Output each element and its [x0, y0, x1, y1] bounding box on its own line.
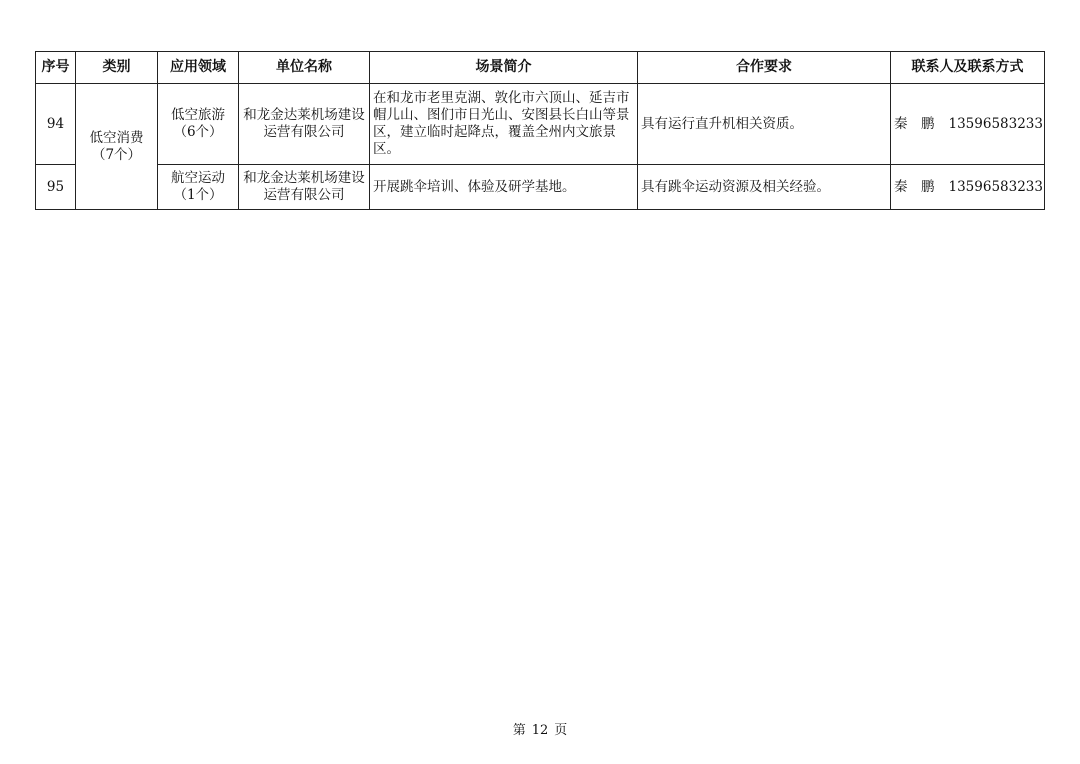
scene-cell: 开展跳伞培训、体验及研学基地。	[370, 165, 638, 210]
contact-phone: 13596583233	[948, 115, 1043, 132]
scene-cell: 在和龙市老里克湖、敦化市六顶山、延吉市帽儿山、图们市日光山、安图县长白山等景区，建立临时起降点，覆盖全州内文旅景区。	[370, 84, 638, 165]
row-index: 94	[36, 84, 76, 165]
field-count: （6个）	[173, 124, 223, 140]
field-cell	[158, 165, 239, 210]
header-field: 应用领域	[158, 52, 239, 84]
footer-prefix: 第	[512, 723, 526, 738]
row-index: 95	[36, 165, 76, 210]
requirement-cell: 具有运行直升机相关资质。	[638, 84, 891, 165]
header-scene: 场景简介	[370, 52, 638, 84]
table-row	[36, 165, 1045, 210]
contact-name: 秦 鹏	[894, 178, 935, 195]
header-index: 序号	[36, 52, 76, 84]
unit-cell: 和龙金达莱机场建设运营有限公司	[239, 84, 370, 165]
footer-suffix: 页	[554, 723, 568, 738]
field-count: （1个）	[173, 187, 223, 203]
header-unit: 单位名称	[239, 52, 370, 84]
field-name: 低空旅游	[171, 107, 225, 123]
header-requirement: 合作要求	[638, 52, 891, 84]
field-cell	[158, 84, 239, 165]
page-footer	[0, 719, 1080, 738]
field-name: 航空运动	[171, 170, 225, 186]
category-count: （7个）	[91, 146, 142, 163]
table-header-row	[36, 52, 1045, 84]
page-number: 12	[531, 723, 549, 738]
header-category: 类别	[76, 52, 158, 84]
contact-cell	[891, 84, 1045, 165]
contact-name: 秦 鹏	[894, 115, 935, 132]
category-cell	[76, 84, 158, 210]
category-name: 低空消费	[89, 129, 144, 146]
contact-phone: 13596583233	[948, 178, 1043, 195]
contact-cell	[891, 165, 1045, 210]
requirement-cell: 具有跳伞运动资源及相关经验。	[638, 165, 891, 210]
unit-cell: 和龙金达莱机场建设运营有限公司	[239, 165, 370, 210]
scenario-table	[35, 51, 1045, 210]
header-contact: 联系人及联系方式	[891, 52, 1045, 84]
table-row	[36, 84, 1045, 165]
